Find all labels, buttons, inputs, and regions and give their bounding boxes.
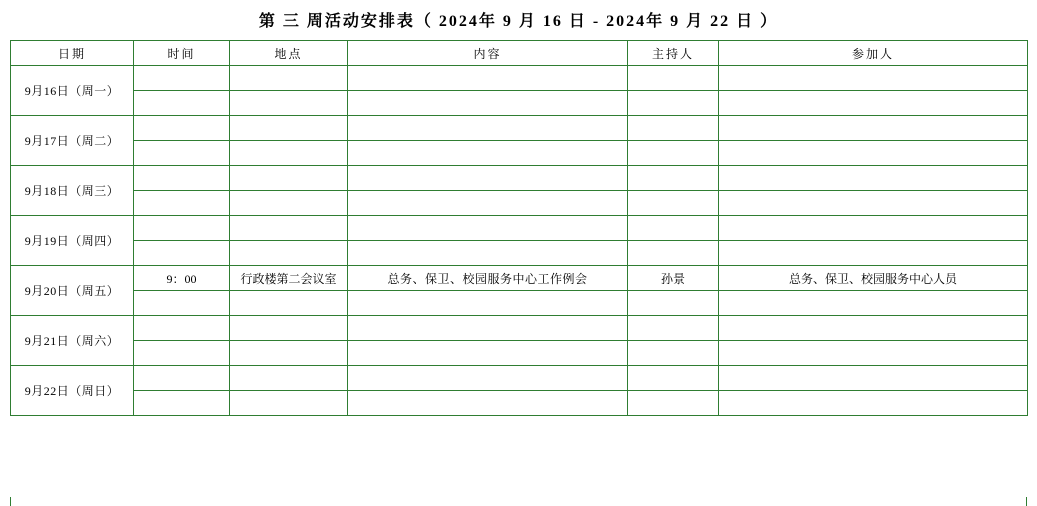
host-cell[interactable] [628,66,719,91]
time-cell[interactable]: 9：00 [134,266,230,291]
date-cell: 9月17日（周二） [11,116,134,166]
content-cell[interactable] [348,91,628,116]
date-cell: 9月20日（周五） [11,266,134,316]
date-cell: 9月21日（周六） [11,316,134,366]
table-row [11,266,1028,291]
participants-cell[interactable] [719,91,1028,116]
place-cell[interactable] [230,241,348,266]
host-cell[interactable] [628,366,719,391]
table-row [11,291,1028,316]
host-cell[interactable] [628,316,719,341]
place-cell[interactable] [230,191,348,216]
time-cell[interactable] [134,166,230,191]
page-title: 第 三 周活动安排表（ 2024年 9 月 16 日 - 2024年 9 月 22 日 ） [258,13,779,30]
participants-cell[interactable] [719,166,1028,191]
column-header-content: 内容 [348,41,628,66]
time-cell[interactable] [134,116,230,141]
host-cell[interactable]: 孙景 [628,266,719,291]
participants-cell[interactable] [719,366,1028,391]
table-row [11,116,1028,141]
place-cell[interactable] [230,341,348,366]
place-cell[interactable] [230,66,348,91]
content-cell[interactable] [348,166,628,191]
content-cell[interactable] [348,216,628,241]
participants-cell[interactable] [719,316,1028,341]
host-cell[interactable] [628,291,719,316]
column-header-place: 地点 [230,41,348,66]
table-row [11,241,1028,266]
participants-cell[interactable] [719,141,1028,166]
participants-cell[interactable] [719,191,1028,216]
content-cell[interactable] [348,66,628,91]
time-cell[interactable] [134,366,230,391]
column-header-participants: 参加人 [719,41,1028,66]
host-cell[interactable] [628,216,719,241]
content-cell[interactable] [348,191,628,216]
host-cell[interactable] [628,116,719,141]
table-row [11,341,1028,366]
participants-cell[interactable] [719,291,1028,316]
date-cell: 9月16日（周一） [11,66,134,116]
table-body [11,66,1028,416]
date-cell: 9月22日（周日） [11,366,134,416]
content-cell[interactable] [348,291,628,316]
content-cell[interactable] [348,241,628,266]
participants-cell[interactable] [719,216,1028,241]
time-cell[interactable] [134,391,230,416]
content-cell[interactable] [348,141,628,166]
place-cell[interactable] [230,366,348,391]
content-cell[interactable]: 总务、保卫、校园服务中心工作例会 [348,266,628,291]
host-cell[interactable] [628,241,719,266]
content-cell[interactable] [348,316,628,341]
column-header-host: 主持人 [628,41,719,66]
host-cell[interactable] [628,91,719,116]
participants-cell[interactable] [719,241,1028,266]
time-cell[interactable] [134,241,230,266]
time-cell[interactable] [134,191,230,216]
table-row [11,216,1028,241]
time-cell[interactable] [134,341,230,366]
time-cell[interactable] [134,91,230,116]
content-cell[interactable] [348,366,628,391]
place-cell[interactable] [230,166,348,191]
place-cell[interactable] [230,316,348,341]
place-cell[interactable] [230,291,348,316]
host-cell[interactable] [628,341,719,366]
host-cell[interactable] [628,191,719,216]
participants-cell[interactable] [719,391,1028,416]
place-cell[interactable] [230,91,348,116]
table-row [11,66,1028,91]
place-cell[interactable] [230,116,348,141]
column-header-time: 时间 [134,41,230,66]
participants-cell[interactable] [719,341,1028,366]
place-cell[interactable] [230,216,348,241]
place-cell[interactable]: 行政楼第二会议室 [230,266,348,291]
participants-cell[interactable]: 总务、保卫、校园服务中心人员 [719,266,1028,291]
participants-cell[interactable] [719,66,1028,91]
time-cell[interactable] [134,291,230,316]
host-cell[interactable] [628,141,719,166]
place-cell[interactable] [230,391,348,416]
host-cell[interactable] [628,391,719,416]
table-row [11,191,1028,216]
table-row [11,391,1028,416]
participants-cell[interactable] [719,116,1028,141]
table-row [11,91,1028,116]
table-row [11,316,1028,341]
table-bottom-overflow [10,497,1027,506]
place-cell[interactable] [230,141,348,166]
content-cell[interactable] [348,341,628,366]
content-cell[interactable] [348,391,628,416]
weekly-schedule-table [10,40,1028,416]
date-cell: 9月18日（周三） [11,166,134,216]
time-cell[interactable] [134,66,230,91]
content-cell[interactable] [348,116,628,141]
table-row [11,141,1028,166]
time-cell[interactable] [134,141,230,166]
table-row [11,166,1028,191]
table-row [11,366,1028,391]
date-cell: 9月19日（周四） [11,216,134,266]
table-header [11,41,1028,66]
time-cell[interactable] [134,216,230,241]
table-header-row [11,41,1028,66]
time-cell[interactable] [134,316,230,341]
column-header-date: 日期 [11,41,134,66]
host-cell[interactable] [628,166,719,191]
